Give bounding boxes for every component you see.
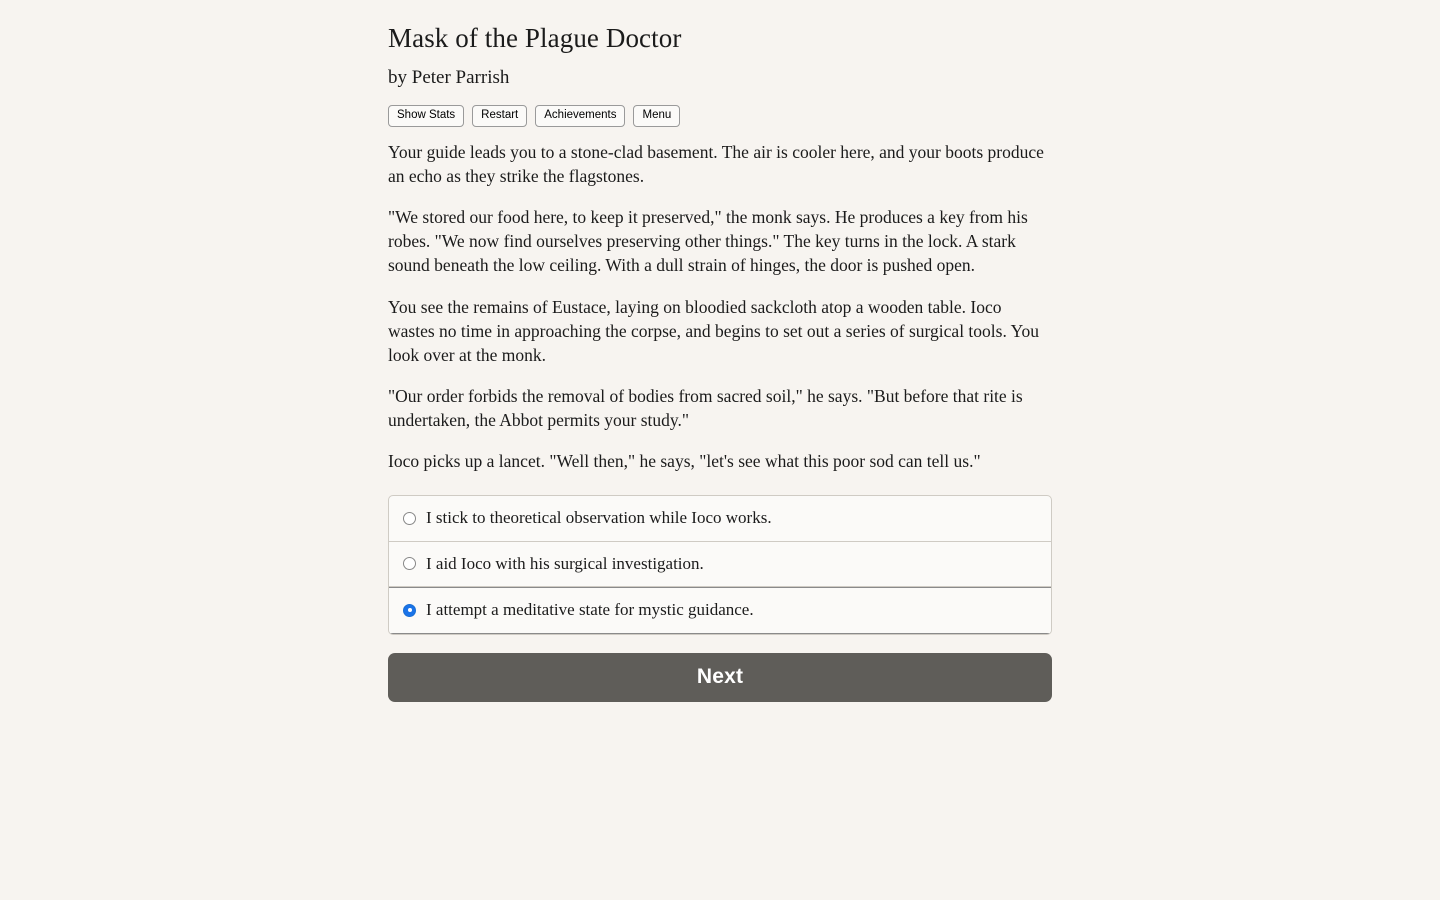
toolbar [388, 105, 1052, 127]
choice-option[interactable] [389, 542, 1051, 587]
game-container [388, 0, 1052, 702]
story-paragraph: "We stored our food here, to keep it preserved," the monk says. He produces a key from his robes. "We now find ourselves preserving other things." The key turns in the lock. A stark sound beneath the low ceiling. With a dull strain of hinges, the door is pushed open. [388, 207, 1028, 276]
choice-option[interactable] [389, 496, 1051, 541]
radio-icon[interactable] [403, 512, 416, 525]
radio-icon[interactable] [403, 557, 416, 570]
choice-label: I aid Ioco with his surgical investigation. [426, 553, 704, 573]
radio-icon-selected[interactable] [403, 604, 416, 617]
story-paragraph: "Our order forbids the removal of bodies from sacred soil," he says. "But before that rite is undertaken, the Abbot permits your study." [388, 385, 1023, 431]
choice-list [388, 495, 1052, 634]
story-paragraph: Ioco picks up a lancet. "Well then," he says, "let's see what this poor sod can tell us." [388, 451, 981, 472]
achievements-button[interactable]: Achievements [535, 105, 625, 127]
next-button[interactable]: Next [388, 653, 1052, 702]
author-byline: by Peter Parrish [388, 67, 510, 89]
page-title: Mask of the Plague Doctor [388, 23, 682, 53]
choice-label: I stick to theoretical observation while Ioco works. [426, 508, 772, 528]
menu-button[interactable]: Menu [633, 105, 680, 127]
restart-button[interactable]: Restart [472, 105, 527, 127]
story-paragraph: Your guide leads you to a stone-clad basement. The air is cooler here, and your boots produce an echo as they strike the flagstones. [388, 141, 1044, 186]
story-text [388, 140, 1052, 474]
story-paragraph: You see the remains of Eustace, laying on bloodied sackcloth atop a wooden table. Ioco wastes no time in approaching the corpse, and begins to set out a series of surgical tools. You look over at the monk. [388, 296, 1039, 365]
choice-label: I attempt a meditative state for mystic guidance. [426, 600, 754, 620]
show-stats-button[interactable]: Show Stats [388, 105, 464, 127]
choice-option-selected[interactable] [389, 587, 1051, 633]
